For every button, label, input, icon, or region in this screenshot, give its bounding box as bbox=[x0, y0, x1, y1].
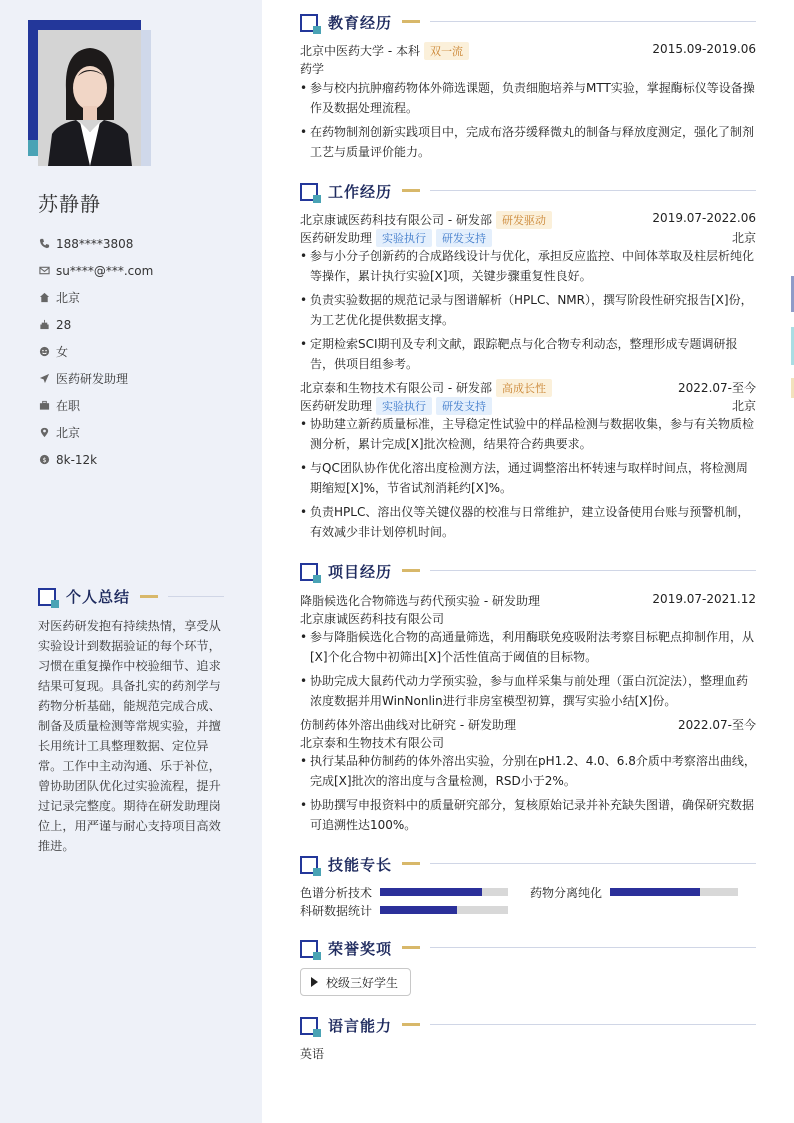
job-role-row bbox=[300, 397, 756, 415]
language-item: 英语 bbox=[300, 1047, 325, 1061]
phone-icon bbox=[38, 238, 50, 250]
section-header-languages bbox=[300, 1016, 756, 1038]
section-accent-bar bbox=[402, 862, 420, 865]
info-position-text: 医药研发助理 bbox=[56, 372, 129, 386]
section-title: 个人总结 bbox=[66, 588, 131, 606]
skill-name: 科研数据统计 bbox=[300, 904, 373, 918]
job-period: 2019.07-2022.06 bbox=[652, 211, 756, 225]
section-header-education bbox=[300, 13, 756, 35]
skill-level-fill bbox=[380, 906, 457, 914]
education-bullets bbox=[300, 78, 756, 166]
section-header-work bbox=[300, 182, 756, 204]
skill-name: 色谱分析技术 bbox=[300, 886, 373, 900]
list-item: • 执行某品种仿制药的体外溶出实验，分别在pH1.2、4.0、6.8介质中考察溶出曲线，完成[X]批次的溶出度与含量检测，RSD小于2%。 bbox=[300, 751, 756, 791]
project-header-row bbox=[300, 716, 756, 734]
award-label: 校级三好学生 bbox=[326, 975, 399, 990]
skill-item bbox=[300, 902, 510, 918]
briefcase-icon bbox=[38, 400, 50, 412]
skill-level-bar bbox=[610, 888, 738, 896]
send-icon bbox=[38, 373, 50, 385]
list-item: • 与QC团队协作优化溶出度检测方法，通过调整溶出杯转速与取样时间点，将检测周期缩短[X]%，节省试剂消耗约[X]%。 bbox=[300, 458, 756, 498]
job-skill-tag: 研发支持 bbox=[436, 397, 492, 415]
section-accent-bar bbox=[402, 189, 420, 192]
list-item: • 协助完成大鼠药代动力学预实验，参与血样采集与前处理（蛋白沉淀法），整理血药浓度数据并用WinNonlin进行非房室模型初算，撰写实验小结[X]份。 bbox=[300, 671, 756, 711]
section-header-projects bbox=[300, 562, 756, 584]
sidebar bbox=[0, 0, 262, 1123]
list-item: • 在药物制剂创新实践项目中，完成布洛芬缓释微丸的制备与释放度测定，强化了制剂工艺与质量评价能力。 bbox=[300, 122, 756, 162]
salary-icon bbox=[38, 454, 50, 466]
project-org-row bbox=[300, 734, 756, 752]
job-bullets bbox=[300, 246, 756, 378]
job-bullets bbox=[300, 414, 756, 546]
job-city: 北京 bbox=[731, 399, 756, 413]
section-icon-accent bbox=[313, 952, 321, 960]
photo-frame-shadow bbox=[140, 30, 151, 166]
info-age-text: 28 bbox=[56, 317, 72, 332]
info-location bbox=[38, 419, 248, 446]
education-header-row bbox=[300, 42, 756, 60]
list-item: • 协助建立新药质量标准，主导稳定性试验中的样品检测与数据收集，参与有关物质检测分析，累计完成[X]批次检测，结果符合药典要求。 bbox=[300, 414, 756, 454]
education-tag: 双一流 bbox=[424, 42, 469, 60]
project-name: 仿制药体外溶出曲线对比研究 - 研发助理 bbox=[300, 718, 516, 732]
project-period: 2022.07-至今 bbox=[678, 718, 756, 732]
job-role: 医药研发助理 bbox=[300, 399, 373, 413]
section-icon-accent bbox=[313, 868, 321, 876]
info-phone-text: 188****3808 bbox=[56, 236, 134, 251]
section-icon-accent bbox=[313, 195, 321, 203]
job-tag: 高成长性 bbox=[496, 379, 552, 397]
skill-name: 药物分离纯化 bbox=[530, 886, 603, 900]
section-accent-bar bbox=[402, 569, 420, 572]
list-item: • 参与校内抗肿瘤药物体外筛选课题，负责细胞培养与MTT实验，掌握酶标仪等设备操作及数据处理流程。 bbox=[300, 78, 756, 118]
list-item: • 定期检索SCI期刊及专利文献，跟踪靶点与化合物专利动态，整理形成专题调研报告，供项目组参考。 bbox=[300, 334, 756, 374]
info-location-text: 北京 bbox=[56, 426, 81, 440]
section-divider bbox=[430, 570, 756, 571]
section-divider bbox=[430, 863, 756, 864]
section-header-awards bbox=[300, 939, 756, 961]
info-phone bbox=[38, 230, 248, 257]
info-salary-text: 8k-12k bbox=[56, 452, 98, 467]
list-item: • 协助撰写申报资料中的质量研究部分，复核原始记录并补充缺失图谱，确保研究数据可追溯性达100%。 bbox=[300, 795, 756, 835]
info-age bbox=[38, 311, 248, 338]
project-name: 降脂候选化合物筛选与药代预实验 - 研发助理 bbox=[300, 594, 540, 608]
job-header-row bbox=[300, 211, 756, 229]
info-email bbox=[38, 257, 248, 284]
info-home-text: 北京 bbox=[56, 291, 81, 305]
section-divider bbox=[430, 947, 756, 948]
play-triangle-icon bbox=[311, 977, 318, 987]
section-header-skills bbox=[300, 855, 756, 877]
section-title: 工作经历 bbox=[328, 183, 393, 201]
section-icon-accent bbox=[313, 26, 321, 34]
skill-level-fill bbox=[380, 888, 482, 896]
list-item: • 参与小分子创新药的合成路线设计与优化，承担反应监控、中间体萃取及柱层析纯化等操作，累计执行实验[X]项，关键步骤重复性良好。 bbox=[300, 246, 756, 286]
section-header-summary bbox=[38, 587, 228, 609]
job-tag: 研发驱动 bbox=[496, 211, 552, 229]
info-email-text: su****@***.com bbox=[56, 263, 154, 278]
project-org: 北京泰和生物技术有限公司 bbox=[300, 736, 445, 750]
info-position bbox=[38, 365, 248, 392]
award-item bbox=[300, 968, 411, 996]
job-company: 北京泰和生物技术有限公司 - 研发部 bbox=[300, 381, 492, 395]
section-accent-bar bbox=[140, 595, 158, 598]
education-major-row bbox=[300, 60, 756, 78]
section-title: 项目经历 bbox=[328, 563, 393, 581]
job-role: 医药研发助理 bbox=[300, 231, 373, 245]
list-item: • 负责实验数据的规范记录与图谱解析（HPLC、NMR），撰写阶段性研究报告[X]份，为工艺优化提供数据支撑。 bbox=[300, 290, 756, 330]
home-icon bbox=[38, 292, 50, 304]
section-accent-bar bbox=[402, 946, 420, 949]
job-city: 北京 bbox=[731, 231, 756, 245]
project-period: 2019.07-2021.12 bbox=[652, 592, 756, 606]
section-icon-accent bbox=[313, 575, 321, 583]
job-skill-tag: 实验执行 bbox=[376, 397, 432, 415]
job-role-row bbox=[300, 229, 756, 247]
info-gender-text: 女 bbox=[56, 345, 69, 359]
info-salary bbox=[38, 446, 248, 473]
avatar-illustration bbox=[38, 30, 141, 166]
section-icon-accent bbox=[313, 1029, 321, 1037]
svg-text:$: $ bbox=[41, 455, 47, 464]
info-status bbox=[38, 392, 248, 419]
contact-info-list bbox=[38, 230, 248, 473]
section-divider bbox=[430, 1024, 756, 1025]
skill-level-fill bbox=[610, 888, 700, 896]
language-row bbox=[300, 1045, 756, 1063]
section-accent-bar bbox=[402, 1023, 420, 1026]
skill-item bbox=[530, 884, 740, 900]
job-period: 2022.07-至今 bbox=[678, 381, 756, 395]
info-gender bbox=[38, 338, 248, 365]
list-item: • 负责HPLC、溶出仪等关键仪器的校准与日常维护，建立设备使用台账与预警机制，有效减少非计划停机时间。 bbox=[300, 502, 756, 542]
section-divider bbox=[168, 596, 224, 597]
section-title: 语言能力 bbox=[328, 1017, 393, 1035]
section-title: 荣誉奖项 bbox=[328, 940, 393, 958]
list-item: • 参与降脂候选化合物的高通量筛选，利用酶联免疫吸附法考察目标靶点抑制作用，从[X]个化合物中初筛出[X]个活性值高于阈值的目标物。 bbox=[300, 627, 756, 667]
skill-item bbox=[300, 884, 510, 900]
project-org-row bbox=[300, 610, 756, 628]
section-title: 技能专长 bbox=[328, 856, 393, 874]
job-skill-tag: 实验执行 bbox=[376, 229, 432, 247]
avatar-photo bbox=[38, 30, 141, 166]
gender-icon bbox=[38, 346, 50, 358]
info-home bbox=[38, 284, 248, 311]
project-org: 北京康诚医药科技有限公司 bbox=[300, 612, 445, 626]
job-header-row bbox=[300, 379, 756, 397]
candidate-name: 苏静静 bbox=[38, 192, 101, 216]
location-pin-icon bbox=[38, 427, 50, 439]
education-period: 2015.09-2019.06 bbox=[652, 42, 756, 56]
section-divider bbox=[430, 190, 756, 191]
skill-level-bar bbox=[380, 906, 508, 914]
cake-icon bbox=[38, 319, 50, 331]
education-school: 北京中医药大学 - 本科 bbox=[300, 44, 420, 58]
section-title: 教育经历 bbox=[328, 14, 393, 32]
summary-text: 对医药研发抱有持续热情，享受从实验设计到数据验证的每个环节，习惯在重复操作中校验细节、追求结果可复现。具备扎实的药剂学与药物分析基础，能规范完成合成、制备及质量检测等常规实验，并擅长用统计工具整理数据、定位异常。工作中主动沟通、乐于补位，曾协助团队优化过实验流程，提升过记录完整度。期待在研发助理岗位上，用严谨与耐心支持项目高效推进。 bbox=[38, 619, 221, 853]
job-company: 北京康诚医药科技有限公司 - 研发部 bbox=[300, 213, 492, 227]
project-bullets bbox=[300, 627, 756, 715]
section-icon-accent bbox=[51, 600, 59, 608]
project-bullets bbox=[300, 751, 756, 839]
mail-icon bbox=[38, 265, 50, 277]
section-accent-bar bbox=[402, 20, 420, 23]
skill-level-bar bbox=[380, 888, 508, 896]
job-skill-tag: 研发支持 bbox=[436, 229, 492, 247]
info-status-text: 在职 bbox=[56, 399, 81, 413]
section-divider bbox=[430, 21, 756, 22]
project-header-row bbox=[300, 592, 756, 610]
education-major: 药学 bbox=[300, 62, 325, 76]
